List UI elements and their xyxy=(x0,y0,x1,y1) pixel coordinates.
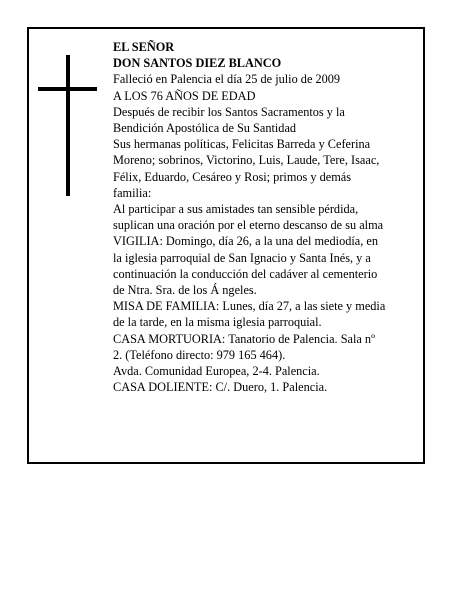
family-line: Sus hermanas políticas, Felicitas Barreda y Ceferina xyxy=(113,137,371,152)
age-line: A LOS 76 AÑOS DE EDAD xyxy=(113,88,256,103)
request-line: suplican una oración por el eterno descanso de su alma xyxy=(113,218,384,233)
family-home-line: CASA DOLIENTE: C/. Duero, 1. Palencia. xyxy=(113,380,328,395)
mass-line: de la tarde, en la misma iglesia parroquial. xyxy=(113,315,322,330)
vigil-line: VIGILIA: Domingo, día 26, a la una del mediodía, en xyxy=(113,234,378,249)
cross-icon-horizontal xyxy=(38,87,97,91)
sacraments-line: Después de recibir los Santos Sacramentos y la xyxy=(113,104,345,119)
address-line: Avda. Comunidad Europea, 2-4. Palencia. xyxy=(113,364,320,379)
mass-line: MISA DE FAMILIA: Lunes, día 27, a las siete y media xyxy=(113,299,386,314)
request-line: Al participar a sus amistades tan sensible pérdida, xyxy=(113,202,359,217)
sacraments-line: Bendición Apostólica de Su Santidad xyxy=(113,121,297,136)
funeral-home-line: 2. (Teléfono directo: 979 165 464). xyxy=(113,347,286,362)
family-line: Félix, Eduardo, Cesáreo y Rosi; primos y demás xyxy=(113,169,352,184)
title-line: EL SEÑOR xyxy=(113,40,175,54)
funeral-home-line: CASA MORTUORIA: Tanatorio de Palencia. Sala nº xyxy=(113,331,375,346)
vigil-line: la iglesia parroquial de San Ignacio y Santa Inés, y a xyxy=(113,250,371,265)
death-date-line: Falleció en Palencia el día 25 de julio de 2009 xyxy=(113,72,341,87)
obituary-text xyxy=(113,39,423,395)
vigil-line: de Ntra. Sra. de los Á ngeles. xyxy=(113,283,257,298)
family-line: Moreno; sobrinos, Victorino, Luis, Laude, Tere, Isaac, xyxy=(113,153,380,168)
deceased-name: DON SANTOS DIEZ BLANCO xyxy=(113,56,282,71)
cross-icon-vertical xyxy=(66,55,70,196)
vigil-line: continuación la conducción del cadáver al cementerio xyxy=(113,266,378,281)
family-line: familia: xyxy=(113,185,152,200)
